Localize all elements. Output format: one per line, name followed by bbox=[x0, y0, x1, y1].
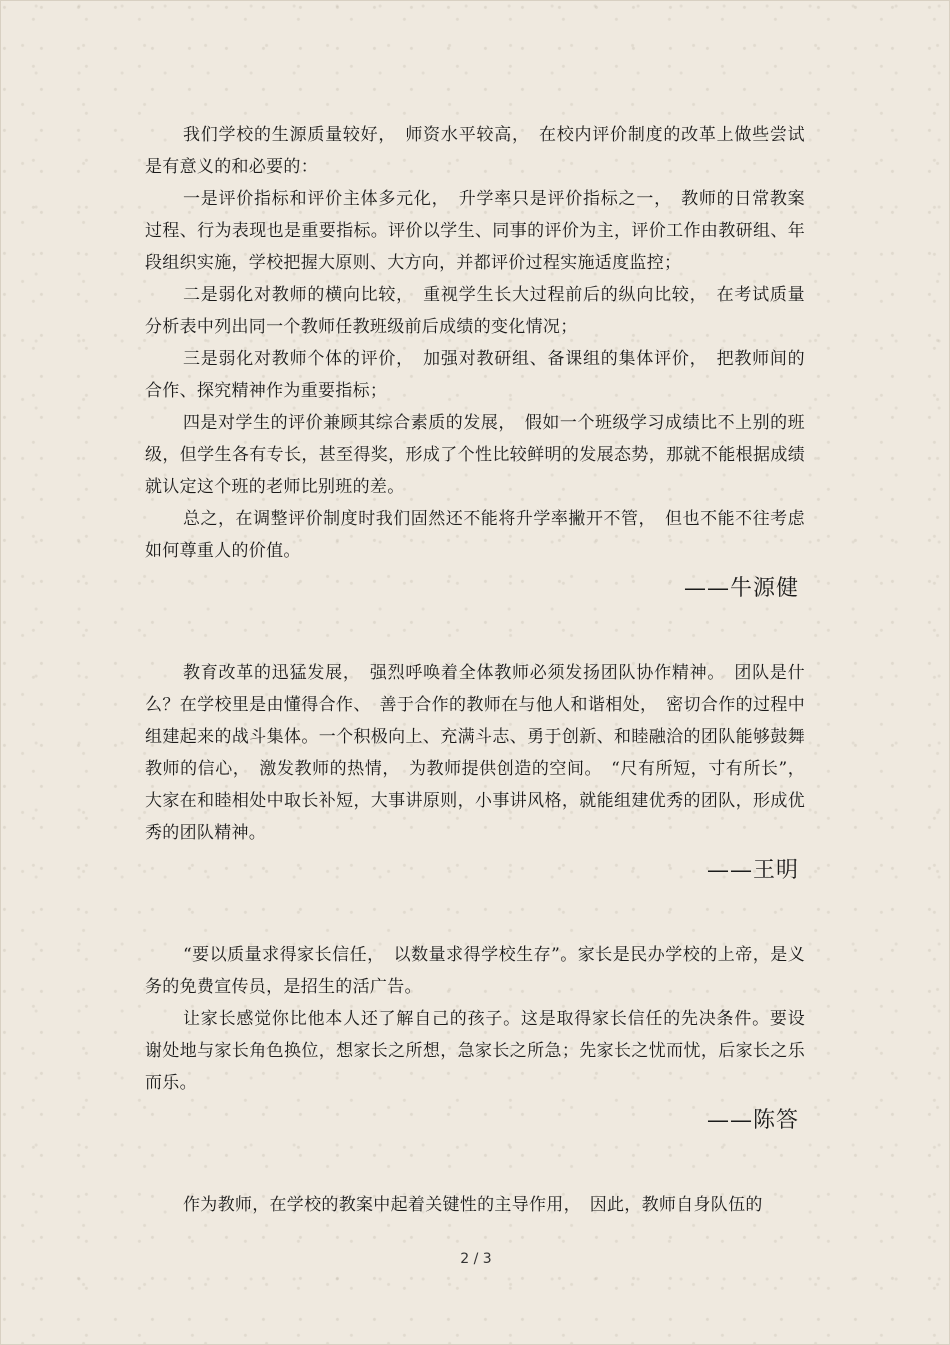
paragraph: 四是对学生的评价兼顾其综合素质的发展， 假如一个班级学习成绩比不上别的班级，但学生各有专长，甚至得奖，形成了个性比较鲜明的发展态势，那就不能根据成绩就认定这个班的老师比别班的差。 bbox=[145, 413, 805, 497]
section-spacer bbox=[145, 887, 805, 939]
paragraph: 我们学校的生源质量较好， 师资水平较高， 在校内评价制度的改革上做些尝试是有意义的和必要的： bbox=[145, 125, 805, 177]
section-spacer bbox=[145, 1137, 805, 1189]
section-teacher-role bbox=[145, 1189, 805, 1221]
document-body bbox=[145, 119, 805, 1221]
author-signature: ——牛源健 bbox=[683, 576, 799, 601]
paragraph: 一是评价指标和评价主体多元化， 升学率只是评价指标之一， 教师的日常教案过程、行为表现也是重要指标。评价以学生、同事的评价为主，评价工作由教研组、年段组织实施，学校把握大原则、大方向，并都评价过程实施适度监控； bbox=[145, 189, 805, 273]
page-number: 2 / 3 bbox=[460, 1251, 492, 1267]
section-parent-trust bbox=[145, 939, 805, 1137]
paragraph: 三是弱化对教师个体的评价， 加强对教研组、备课组的集体评价， 把教师间的合作、探究精神作为重要指标； bbox=[145, 349, 805, 401]
paragraph: 二是弱化对教师的横向比较， 重视学生长大过程前后的纵向比较， 在考试质量分析表中列出同一个教师任教班级前后成绩的变化情况； bbox=[145, 285, 805, 337]
paragraph: 总之，在调整评价制度时我们固然还不能将升学率撇开不管， 但也不能不往考虑如何尊重人的价值。 bbox=[145, 509, 805, 561]
paragraph: 让家长感觉你比他本人还了解自己的孩子。这是取得家长信任的先决条件。要设谢处地与家长角色换位，想家长之所想，急家长之所急；先家长之忧而忧，后家长之乐而乐。 bbox=[145, 1009, 805, 1093]
section-team-spirit bbox=[145, 657, 805, 887]
section-spacer bbox=[145, 605, 805, 657]
paragraph: 教育改革的迅猛发展， 强烈呼唤着全体教师必须发扬团队协作精神。 团队是什么？在学校里是由懂得合作、 善于合作的教师在与他人和谐相处， 密切合作的过程中组建起来的战斗集体。一个积极向上、充满斗志、勇于创新、和睦融洽的团队能够鼓舞教师的信心， 激发教师的热情， 为教师提供创造的空间。 “尺有所短，寸有所长”，大家在和睦相处中取长补短，大事讲原则，小事讲风格，就能组建优秀的团队，形成优秀的团队精神。 bbox=[145, 663, 805, 843]
section-evaluation-reform bbox=[145, 119, 805, 605]
paragraph: “要以质量求得家长信任， 以数量求得学校生存”。家长是民办学校的上帝，是义务的免费宣传员，是招生的活广告。 bbox=[145, 945, 805, 997]
author-signature: ——陈答 bbox=[706, 1108, 799, 1133]
author-signature: ——王明 bbox=[706, 858, 799, 883]
paragraph: 作为教师，在学校的教案中起着关键性的主导作用， 因此，教师自身队伍的 bbox=[183, 1195, 763, 1215]
